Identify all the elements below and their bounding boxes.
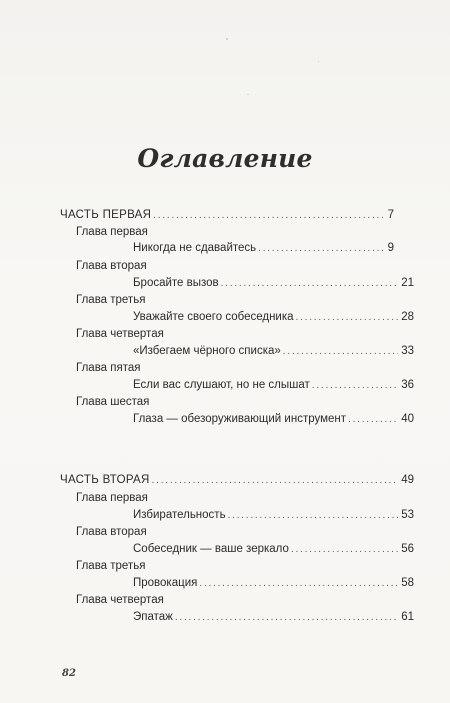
toc-part-2 (60, 472, 414, 488)
chapter-label: Глава четвертая (76, 594, 164, 606)
toc-entry (133, 609, 414, 625)
entry-page: 61 (401, 611, 414, 623)
entry-title: Если вас слушают, но не слышат (133, 379, 310, 391)
toc-entry (133, 275, 414, 291)
chapter-label: Глава третья (76, 294, 146, 306)
dot-leader (153, 208, 384, 224)
toc-entry (133, 411, 414, 427)
entry-title: Глаза — обезоруживающий инструмент (133, 413, 347, 425)
entry-page: 21 (401, 277, 414, 289)
part-page: 7 (387, 209, 394, 221)
chapter-label: Глава первая (76, 492, 148, 504)
chapter-label: Глава первая (76, 226, 148, 238)
page-title: Оглавление (137, 144, 313, 173)
dot-leader (348, 412, 398, 428)
entry-title: Уважайте своего собеседника (133, 311, 294, 323)
chapter-label: Глава шестая (76, 396, 150, 408)
entry-page: 58 (401, 577, 414, 589)
toc-entry (133, 343, 414, 359)
toc-entry (133, 377, 414, 393)
part-label: ЧАСТЬ ВТОРАЯ (60, 474, 150, 486)
entry-title: Бросайте вызов (133, 277, 219, 289)
toc-part-1 (60, 207, 394, 223)
entry-title: Избирательность (133, 509, 226, 521)
toc-entry (133, 507, 414, 523)
entry-page: 28 (401, 311, 414, 323)
dot-leader (312, 378, 398, 394)
chapter-label: Глава четвертая (76, 328, 164, 340)
entry-page: 40 (401, 413, 414, 425)
toc-entry (133, 240, 394, 256)
chapter-label: Глава вторая (76, 260, 147, 272)
toc-entry (133, 575, 414, 591)
entry-page: 9 (387, 242, 394, 254)
dot-leader (199, 576, 398, 592)
dot-leader (175, 610, 398, 626)
dot-leader (291, 542, 398, 558)
entry-page: 56 (401, 543, 414, 555)
entry-title: Эпатаж (133, 611, 173, 623)
entry-title: Собеседник — ваше зеркало (133, 543, 289, 555)
chapter-label: Глава пятая (76, 362, 141, 374)
dot-leader (228, 508, 399, 524)
chapter-label: Глава третья (76, 560, 146, 572)
dot-leader (283, 344, 398, 360)
dot-leader (221, 276, 399, 292)
part-label: ЧАСТЬ ПЕРВАЯ (60, 209, 152, 221)
entry-title: Провокация (133, 577, 198, 589)
dot-leader (152, 473, 399, 489)
toc-entry (133, 309, 414, 325)
toc-entry (133, 541, 414, 557)
part-page: 49 (401, 474, 414, 486)
entry-page: 53 (401, 509, 414, 521)
entry-title: Никогда не сдавайтесь (133, 242, 257, 254)
page-number: 82 (62, 668, 76, 679)
chapter-label: Глава вторая (76, 526, 147, 538)
entry-title: «Избегаем чёрного списка» (133, 345, 281, 357)
dot-leader (258, 241, 384, 257)
dot-leader (296, 310, 399, 326)
entry-page: 36 (401, 379, 414, 391)
entry-page: 33 (401, 345, 414, 357)
